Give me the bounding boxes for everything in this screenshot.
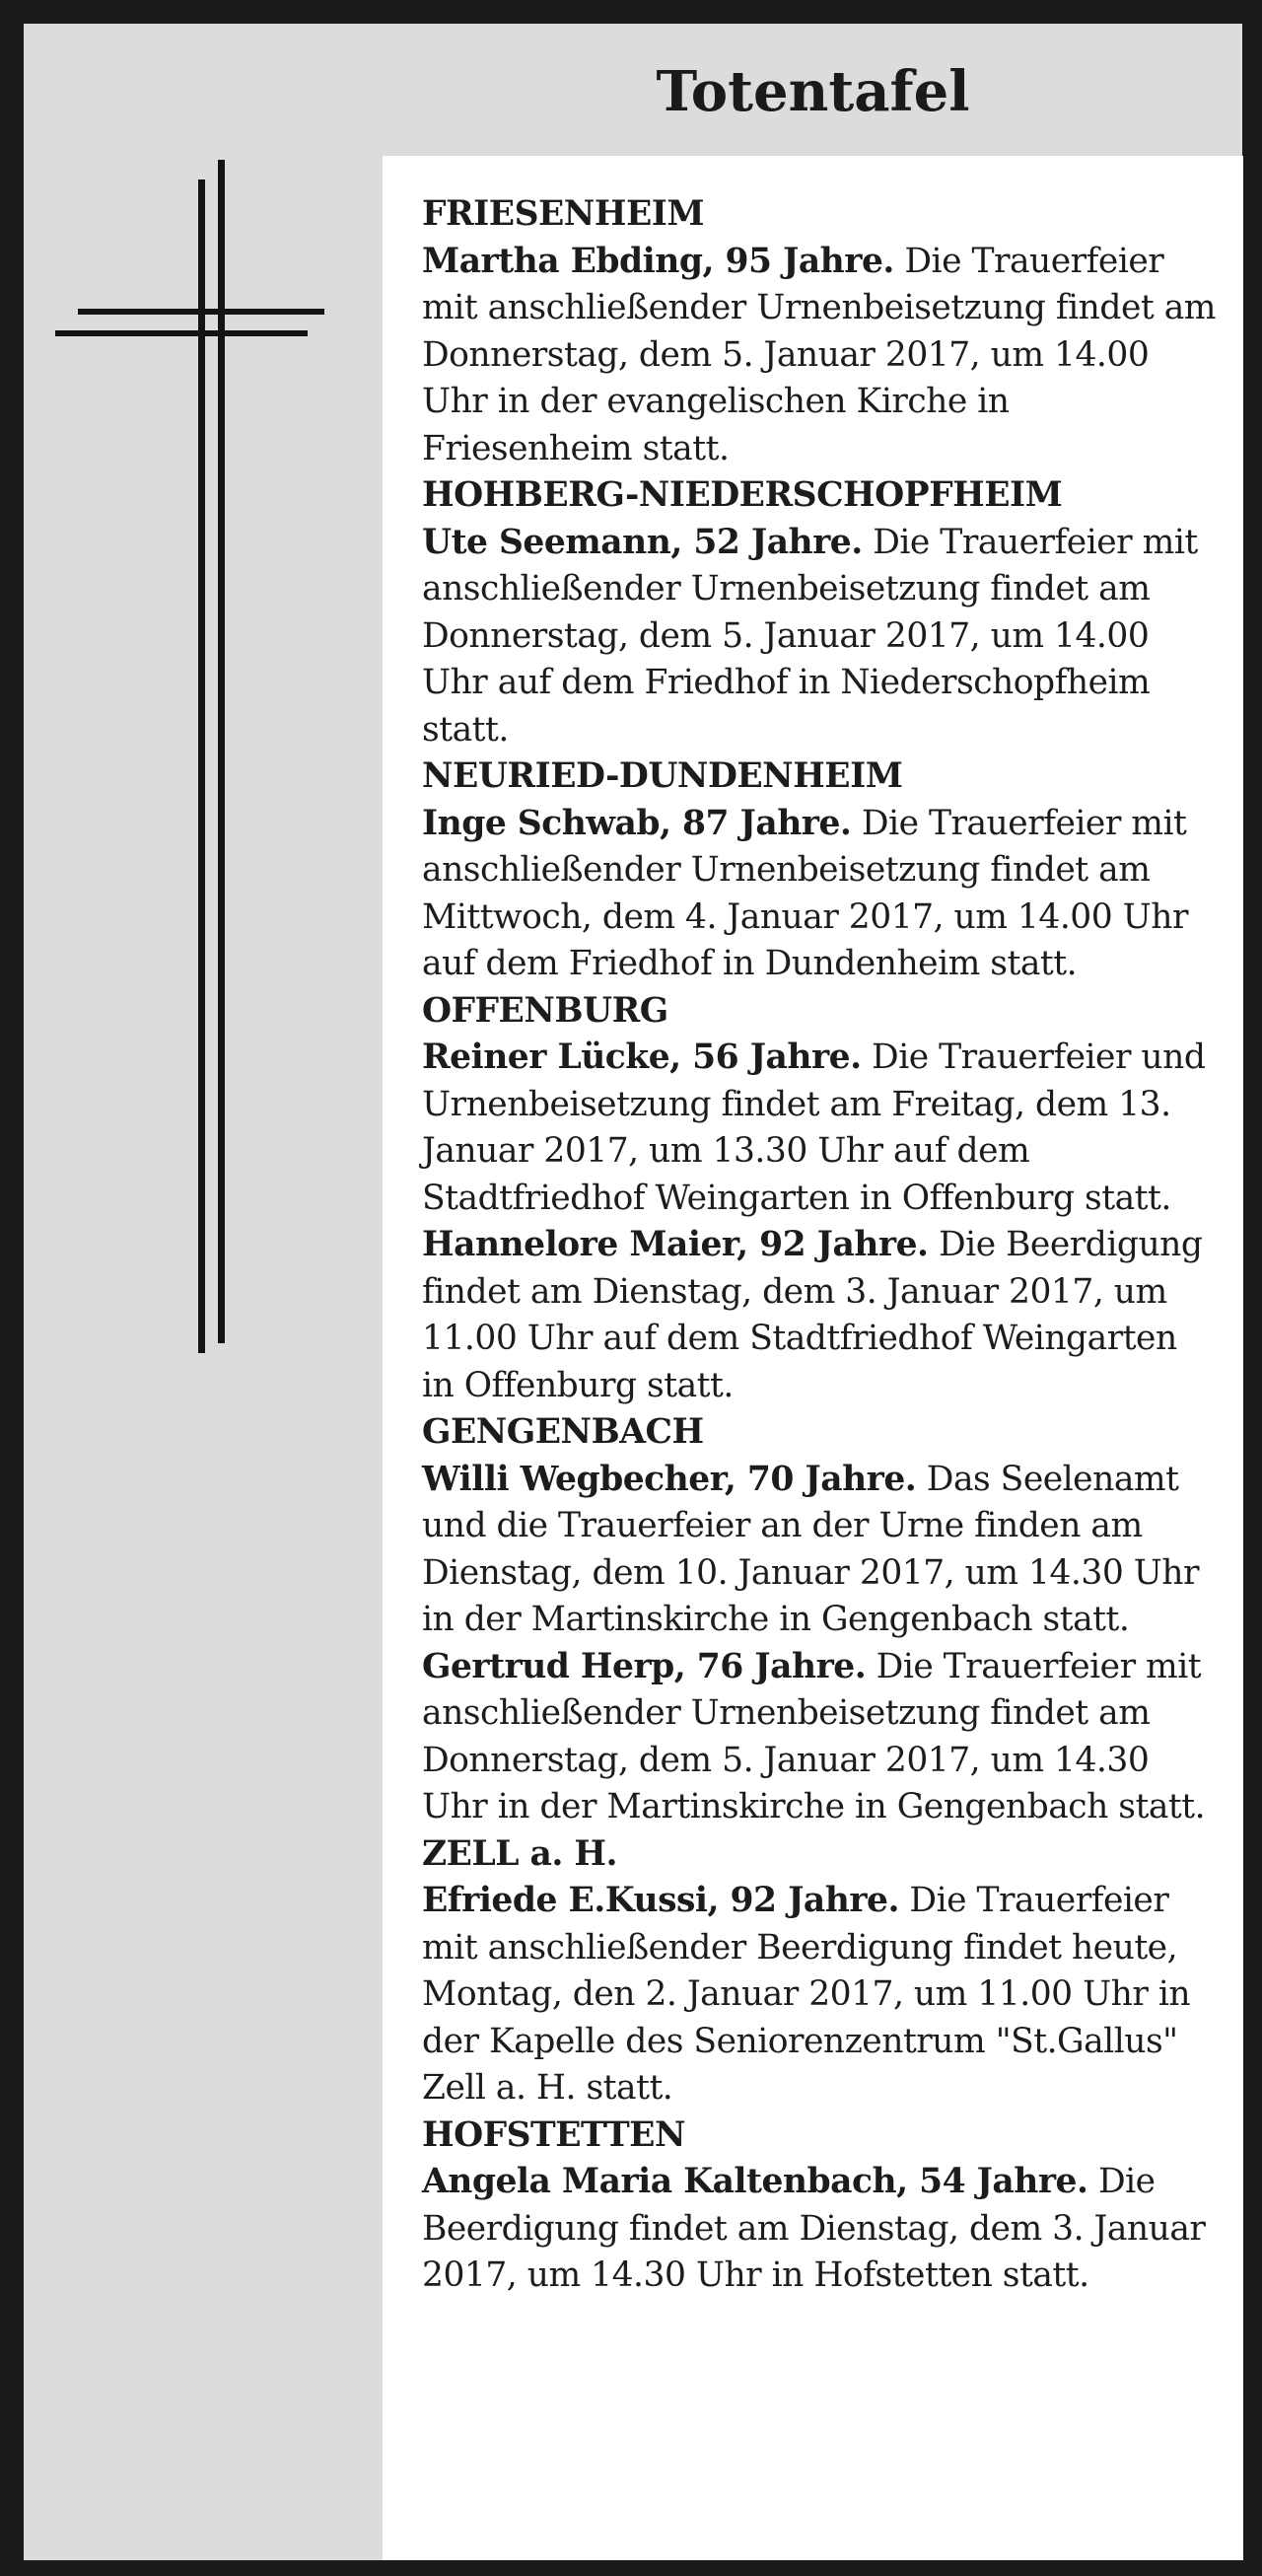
obituary-entry — [422, 1035, 1216, 1222]
place-heading: ZELL a. H. — [422, 1833, 617, 1874]
ceremony-details: Die Trauerfeier mit anschließender Beerdigung findet heute, Montag, den 2. Januar 2017, um 11.00 Uhr in der Kapelle des Seniorenzentrum "St.Gallus" Zell a. H. statt. — [422, 1881, 1191, 2108]
place-heading: FRIESENHEIM — [422, 194, 705, 234]
place-heading: GENGENBACH — [422, 1412, 704, 1452]
obituary-list — [383, 156, 1243, 2560]
ceremony-details: Die Trauerfeier und Urnenbeisetzung findet am Freitag, dem 13. Januar 2017, um 13.30 Uhr auf dem Stadtfriedhof Weingarten in Offenburg statt. — [422, 1038, 1206, 1218]
obituary-entry — [422, 1457, 1216, 1644]
obituary-entry — [422, 1878, 1216, 2112]
deceased-name: Angela Maria Kaltenbach, 54 Jahre. — [422, 2162, 1088, 2201]
place-heading: HOHBERG-NIEDERSCHOPFHEIM — [422, 475, 1063, 515]
deceased-name: Efriede E.Kussi, 92 Jahre. — [422, 1881, 899, 1920]
place-heading: NEURIED-DUNDENHEIM — [422, 756, 903, 796]
obituary-entry — [422, 1222, 1216, 1409]
obituary-entry — [422, 239, 1216, 473]
ceremony-details: Das Seelenamt und die Trauerfeier an der Urne finden am Dienstag, dem 10. Januar 2017, um 14.30 Uhr in der Martinskirche in Gengenbach statt. — [422, 1459, 1200, 1639]
place-heading: OFFENBURG — [422, 990, 668, 1031]
ceremony-details: Die Trauerfeier mit anschließender Urnenbeisetzung findet am Donnerstag, dem 5. Januar 2017, um 14.00 Uhr auf dem Friedhof in Niederschopfheim statt. — [422, 522, 1198, 750]
deceased-name: Willi Wegbecher, 70 Jahre. — [422, 1459, 917, 1499]
obituary-entry — [422, 520, 1216, 754]
deceased-name: Inge Schwab, 87 Jahre. — [422, 803, 852, 843]
deceased-name: Gertrud Herp, 76 Jahre. — [422, 1646, 867, 1686]
obituary-entry — [422, 2159, 1216, 2300]
obituary-entry — [422, 801, 1216, 988]
cross-icon — [53, 156, 335, 1359]
page-title: Totentafel — [656, 59, 970, 124]
ceremony-details: Die Trauerfeier mit anschließender Urnenbeisetzung findet am Donnerstag, dem 5. Januar 2017, um 14.00 Uhr in der evangelischen Kirche in Friesenheim statt. — [422, 241, 1216, 468]
deceased-name: Hannelore Maier, 92 Jahre. — [422, 1225, 929, 1264]
deceased-name: Reiner Lücke, 56 Jahre. — [422, 1038, 862, 1077]
place-heading: HOFSTETTEN — [422, 2114, 685, 2155]
deceased-name: Martha Ebding, 95 Jahre. — [422, 241, 894, 281]
deceased-name: Ute Seemann, 52 Jahre. — [422, 522, 863, 562]
ceremony-details: Die Trauerfeier mit anschließender Urnenbeisetzung findet am Mittwoch, dem 4. Januar 2017, um 14.00 Uhr auf dem Friedhof in Dundenheim statt. — [422, 803, 1188, 983]
obituary-entry — [422, 1644, 1216, 1831]
ceremony-details: Die Beerdigung findet am Dienstag, dem 3. Januar 2017, um 14.30 Uhr in Hofstetten statt. — [422, 2162, 1206, 2295]
ceremony-details: Die Trauerfeier mit anschließender Urnenbeisetzung findet am Donnerstag, dem 5. Januar 2017, um 14.30 Uhr in der Martinskirche in Gengenbach statt. — [422, 1646, 1206, 1826]
ceremony-details: Die Beerdigung findet am Dienstag, dem 3. Januar 2017, um 11.00 Uhr auf dem Stadtfriedhof Weingarten in Offenburg statt. — [422, 1225, 1203, 1405]
